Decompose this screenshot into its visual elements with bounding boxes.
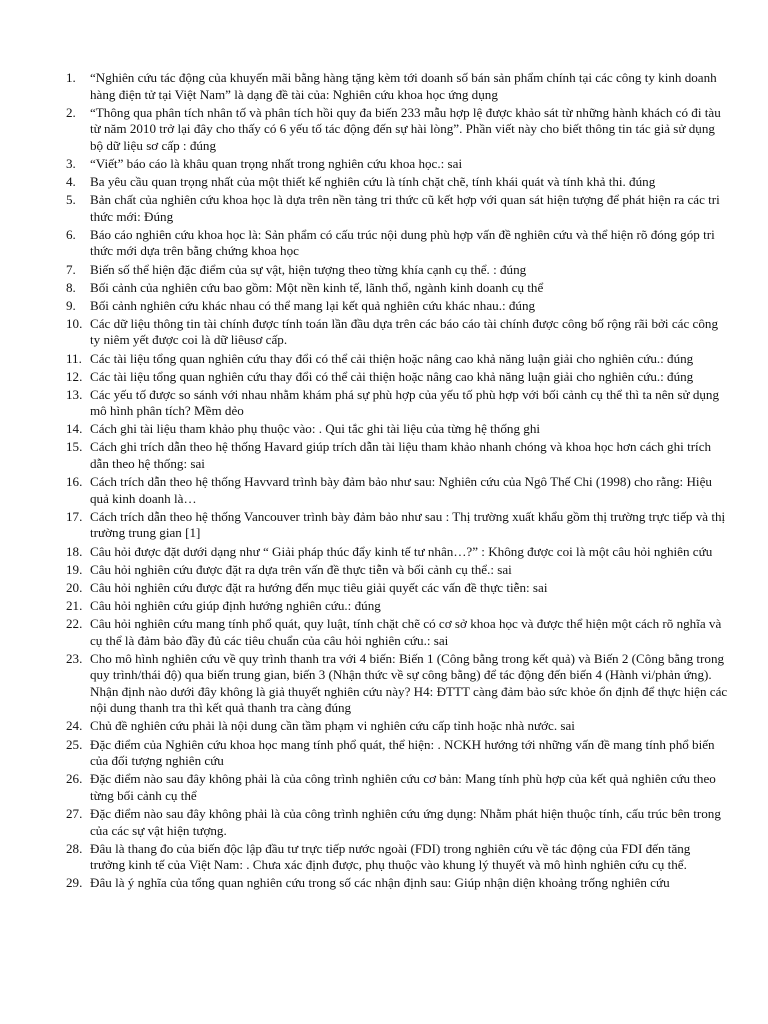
item-number: 5. xyxy=(66,192,76,208)
list-item xyxy=(66,598,728,615)
item-text: Cách trích dẫn theo hệ thống Vancouver trình bày đảm bảo như sau : Thị trường xuất khẩu gồm thị trường trực tiếp và thị trường trung gian [1] xyxy=(90,508,726,541)
item-text: “Viết” báo cáo là khâu quan trọng nhất trong nghiên cứu khoa học.: sai xyxy=(90,155,463,171)
item-text: Bối cảnh nghiên cứu khác nhau có thể mang lại kết quả nghiên cứu khác nhau.: đúng xyxy=(90,297,536,313)
list-item xyxy=(66,580,728,597)
list-item xyxy=(66,439,728,472)
list-item xyxy=(66,562,728,579)
item-number: 1. xyxy=(66,70,76,85)
question-list xyxy=(66,70,728,892)
item-number: 11. xyxy=(66,350,82,366)
item-text: “Nghiên cứu tác động của khuyến mãi bằng hàng tặng kèm tới doanh số bán sản phẩm chính tại các công ty kinh doanh hàng điện tử tại Việt Nam” là dạng đề tài của: Nghiên cứu khoa học ứng dụng xyxy=(90,70,717,102)
item-text: Đặc điểm nào sau đây không phải là của công trình nghiên cứu ứng dụng: Nhằm phát hiện thuộc tính, cấu trúc bên trong của các sự vật hiện tượng. xyxy=(90,805,721,838)
item-number: 18. xyxy=(66,543,83,559)
list-item xyxy=(66,387,728,420)
item-text: Các dữ liệu thông tin tài chính được tính toán lần đầu dựa trên các báo cáo tài chính được công bố rộng rãi bởi các công ty niêm yết được coi là dữ liêusơ cấp. xyxy=(90,315,718,348)
item-text: Cách ghi tài liệu tham khảo phụ thuộc vào: . Qui tắc ghi tài liệu của từng hệ thống ghi xyxy=(90,421,541,437)
list-item xyxy=(66,105,728,155)
item-number: 4. xyxy=(66,174,76,190)
item-number: 19. xyxy=(66,561,83,577)
list-item xyxy=(66,369,728,386)
list-item xyxy=(66,737,728,770)
list-item xyxy=(66,841,728,874)
item-number: 22. xyxy=(66,615,83,631)
list-item xyxy=(66,351,728,368)
item-number: 24. xyxy=(66,718,83,734)
item-text: Biến số thể hiện đặc điểm của sự vật, hiện tượng theo từng khía cạnh cụ thể. : đúng xyxy=(90,261,527,277)
item-text: Cách ghi trích dẫn theo hệ thống Havard giúp trích dẫn tài liệu tham khảo nhanh chóng và khoa học hơn cách ghi trích dẫn theo hệ thống: sai xyxy=(90,439,712,472)
item-text: “Thông qua phân tích nhân tố và phân tích hồi quy đa biến 233 mẫu hợp lệ được khảo sát từ những hành khách có đi tàu từ năm 2010 trở lại đây cho thấy có 6 yếu tố tác động đến sự hài lòng”. Phần viết này cho biết thông tin tác giả sử dụng bộ dữ liệu sơ cấp : đúng xyxy=(90,104,721,153)
list-item xyxy=(66,316,728,349)
item-number: 23. xyxy=(66,650,83,666)
item-text: Câu hỏi nghiên cứu được đặt ra dựa trên vấn đề thực tiễn và bối cảnh cụ thể.: sai xyxy=(90,561,512,577)
list-item xyxy=(66,156,728,173)
item-text: Câu hỏi nghiên cứu mang tính phổ quát, quy luật, tính chặt chẽ có cơ sở khoa học và được thể hiện một cách rõ nghĩa và cụ thể là đảm bảo đầy đủ các tiêu chuẩn của câu hỏi nghiên cứu.: sai xyxy=(90,615,722,648)
list-item xyxy=(66,509,728,542)
list-item xyxy=(66,718,728,735)
item-number: 29. xyxy=(66,875,83,891)
list-item xyxy=(66,771,728,804)
item-text: Bối cảnh của nghiên cứu bao gồm: Một nền kinh tế, lãnh thổ, ngành kinh doanh cụ thể xyxy=(90,279,544,295)
item-text: Câu hỏi nghiên cứu giúp định hướng nghiên cứu.: đúng xyxy=(90,597,381,613)
list-item xyxy=(66,421,728,438)
list-item xyxy=(66,875,728,892)
item-number: 25. xyxy=(66,736,83,752)
item-number: 14. xyxy=(66,421,83,437)
list-item xyxy=(66,262,728,279)
item-text: Các tài liệu tổng quan nghiên cứu thay đổi có thể cải thiện hoặc nâng cao khả năng luận giải cho nghiên cứu.: đúng xyxy=(90,368,694,384)
item-number: 21. xyxy=(66,597,83,613)
item-text: Cho mô hình nghiên cứu về quy trình thanh tra với 4 biến: Biến 1 (Công bằng trong kết quả) và Biến 2 (Công bằng trong quy trình/thái độ) qua biến trung gian, biến 3 (Nhận thức về sự công bằng) để tác động đến biến 4 (Hành vi/phản ứng). Nhận định nào dưới đây không là giả thuyết nghiên cứu này? H4: ĐTTT càng đảm bảo sức khỏe ổn định để thực hiện các nội dung thanh tra thì kết quả thanh tra càng đúng xyxy=(90,650,728,716)
item-number: 3. xyxy=(66,155,76,171)
list-item xyxy=(66,70,728,103)
item-text: Câu hỏi nghiên cứu được đặt ra hướng đến mục tiêu giải quyết các vấn đề thực tiễn: sai xyxy=(90,579,548,595)
item-text: Bản chất của nghiên cứu khoa học là dựa trên nền tảng tri thức cũ kết hợp với quan sát hiện tượng để phát hiện ra các tri thức mới: Đúng xyxy=(90,192,720,224)
list-item xyxy=(66,474,728,507)
item-text: Đặc điểm của Nghiên cứu khoa học mang tính phổ quát, thể hiện: . NCKH hướng tới những vấn đề mang tính phổ biến của đối tượng nghiên cứu xyxy=(90,736,715,769)
item-text: Đâu là ý nghĩa của tổng quan nghiên cứu trong số các nhận định sau: Giúp nhận diện khoảng trống nghiên cứu xyxy=(90,875,670,891)
item-number: 8. xyxy=(66,279,76,295)
item-number: 13. xyxy=(66,386,83,402)
item-number: 28. xyxy=(66,840,83,856)
list-item xyxy=(66,192,728,225)
item-text: Đặc điểm nào sau đây không phải là của công trình nghiên cứu cơ bản: Mang tính phù hợp của kết quả nghiên cứu theo từng bối cảnh cụ thể xyxy=(90,771,716,803)
item-number: 2. xyxy=(66,104,76,120)
list-item xyxy=(66,174,728,191)
list-item xyxy=(66,651,728,717)
list-item xyxy=(66,806,728,839)
item-number: 7. xyxy=(66,261,76,277)
list-item xyxy=(66,280,728,297)
list-item xyxy=(66,544,728,561)
item-number: 15. xyxy=(66,439,83,455)
list-item xyxy=(66,298,728,315)
item-text: Các yếu tố được so sánh với nhau nhằm khám phá sự phù hợp của yếu tố phù hợp với bối cảnh cụ thể thì ta nên sử dụng mô hình phân tích? Mềm dẻo xyxy=(90,386,720,419)
list-item xyxy=(66,227,728,260)
item-number: 17. xyxy=(66,508,83,524)
list-item xyxy=(66,616,728,649)
item-text: Cách trích dẫn theo hệ thống Havvard trình bày đảm bảo như sau: Nghiên cứu của Ngô Thế Chi (1998) cho rằng: Hiệu quả kinh doanh là… xyxy=(90,474,712,506)
item-text: Chủ đề nghiên cứu phải là nội dung cần tầm phạm vi nghiên cứu cấp tỉnh hoặc nhà nước. sai xyxy=(90,718,575,734)
item-text: Đâu là thang đo của biến độc lập đầu tư trực tiếp nước ngoài (FDI) trong nghiên cứu về tác động của FDI đến tăng trưởng kinh tế của Việt Nam: . Chưa xác định được, phụ thuộc vào khung lý thuyết và mô hình nghiên cứu cụ thể. xyxy=(90,840,691,873)
item-number: 16. xyxy=(66,474,83,490)
item-text: Các tài liệu tổng quan nghiên cứu thay đổi có thể cải thiện hoặc nâng cao khả năng luận giải cho nghiên cứu.: đúng xyxy=(90,350,694,366)
item-text: Câu hỏi được đặt dưới dạng như “ Giải pháp thúc đẩy kinh tế tư nhân…?” : Không được coi là một câu hỏi nghiên cứu xyxy=(90,543,713,559)
item-number: 12. xyxy=(66,368,83,384)
item-number: 20. xyxy=(66,579,83,595)
item-number: 9. xyxy=(66,297,76,313)
item-text: Ba yêu cầu quan trọng nhất của một thiết kế nghiên cứu là tính chặt chẽ, tính khái quát và tính khả thi. đúng xyxy=(90,174,656,190)
item-number: 10. xyxy=(66,315,83,331)
item-number: 27. xyxy=(66,805,83,821)
item-text: Báo cáo nghiên cứu khoa học là: Sản phẩm có cấu trúc nội dung phù hợp vấn đề nghiên cứu và thể hiện rõ đóng góp tri thức mới dựa trên bằng chứng khoa học xyxy=(90,226,715,259)
item-number: 26. xyxy=(66,771,83,787)
item-number: 6. xyxy=(66,226,76,242)
